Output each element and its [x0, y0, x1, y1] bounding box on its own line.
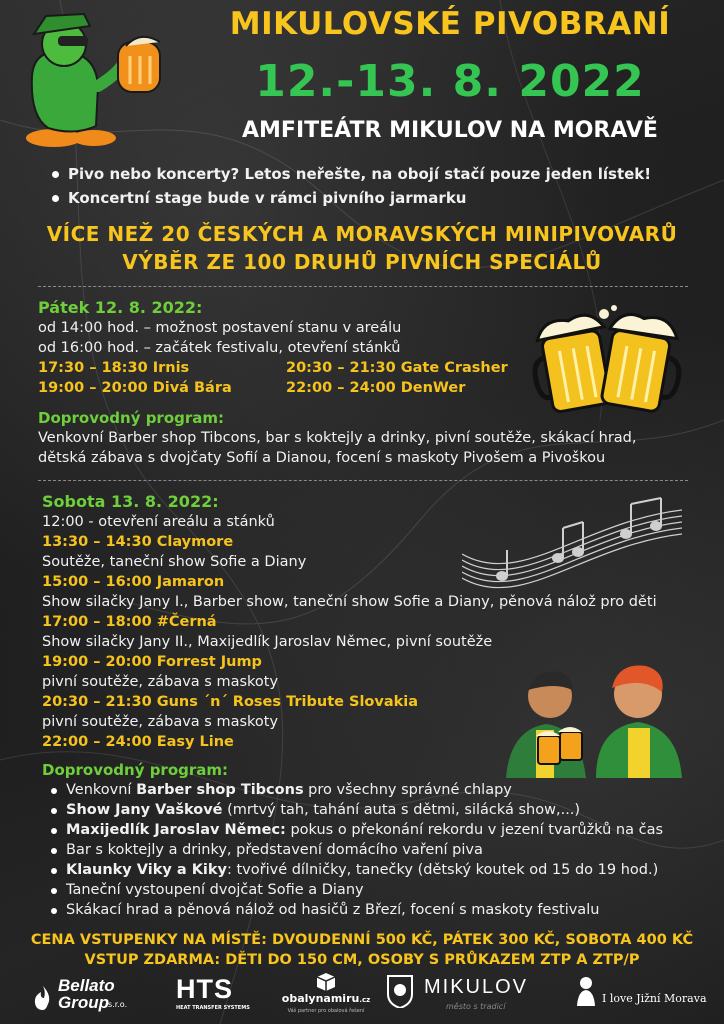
list-item: Taneční vystoupení dvojčat Sofie a Diany: [42, 880, 722, 900]
list-item: Pivo nebo koncerty? Letos neřešte, na obojí stačí pouze jeden lístek!: [50, 162, 710, 186]
coat-of-arms-icon: [386, 974, 414, 1008]
friday-heading: Pátek 12. 8. 2022:: [38, 298, 203, 317]
friday-act: 19:00 – 20:00 Divá Bára: [38, 380, 232, 396]
box-icon: [316, 972, 336, 992]
saturday-act-note: Soutěže, taneční show Sofie a Diany: [42, 554, 307, 570]
divider: [38, 480, 688, 481]
intro-list: [50, 162, 710, 210]
list-item: Skákací hrad a pěnová nálož od hasičů z Březí, focení s maskoty festivalu: [42, 900, 722, 920]
highlight-breweries: VÍCE NEŽ 20 ČESKÝCH A MORAVSKÝCH MINIPIVOVARŮ: [46, 222, 678, 246]
ticket-price: CENA VSTUPENKY NA MÍSTĚ: DVOUDENNÍ 500 KČ, PÁTEK 300 KČ, SOBOTA 400 KČ: [30, 932, 694, 948]
list-item: Show Jany Vaškové (mrtvý tah, tahání auta s dětmi, silácká show,...): [42, 800, 722, 820]
saturday-act-note: pivní soutěže, zábava s maskoty: [42, 714, 279, 730]
saturday-act-time: 19:00 – 20:00 Forrest Jump: [42, 654, 262, 670]
ilove-jizni-morava-logo: I love Jižní Morava: [574, 976, 716, 1016]
men-with-beer-illustration: [500, 656, 684, 778]
list-item: Venkovní Barber shop Tibcons pro všechny správné chlapy: [42, 780, 722, 800]
friday-act: 17:30 – 18:30 Irnis: [38, 360, 190, 376]
saturday-program-list: [42, 780, 722, 920]
saturday-opening: 12:00 - otevření areálu a stánků: [42, 514, 275, 530]
friday-act: 20:30 – 21:30 Gate Crasher: [286, 360, 508, 376]
list-item: Koncertní stage bude v rámci pivního jarmarku: [50, 186, 710, 210]
list-item: Bar s koktejly a drinky, představení domácího vaření piva: [42, 840, 722, 860]
saturday-act-time: 17:00 – 18:00 #Černá: [42, 614, 217, 630]
mikulov-logo: MIKULOV město s tradicí: [386, 972, 556, 1018]
highlight-specials: VÝBĚR ZE 100 DRUHŮ PIVNÍCH SPECIÁLŮ: [122, 250, 602, 274]
saturday-act-time: 13:30 – 14:30 Claymore: [42, 534, 234, 550]
friday-program-text: Venkovní Barber shop Tibcons, bar s koktejly a drinky, pivní soutěže, skákací hrad, dětská zábava s dvojčaty Sofií a Dianou, focení s maskoty Pivošem a Pivoškou: [38, 430, 637, 466]
saturday-heading: Sobota 13. 8. 2022:: [42, 492, 219, 511]
free-entry: VSTUP ZDARMA: DĚTI DO 150 CM, OSOBY S PRŮKAZEM ZTP A ZTP/P: [84, 952, 640, 968]
saturday-act-time: 15:00 – 16:00 Jamaron: [42, 574, 225, 590]
music-notes-illustration: [462, 492, 682, 592]
list-item: Klaunky Viky a Kiky: tvořivé dílničky, tanečky (dětský koutek od 15 do 19 hod.): [42, 860, 722, 880]
mascot-illustration: [14, 8, 172, 150]
obalynamiru-logo: obalynamiru.cz Váš partner pro obalová řešení: [266, 972, 386, 1016]
divider: [38, 286, 688, 287]
saturday-act-note: Show silačky Jany I., Barber show, taneční show Sofie a Diany, pěnová nálož pro děti: [42, 594, 657, 610]
event-title: MIKULOVSKÉ PIVOBRANÍ: [229, 6, 671, 42]
friday-program-heading: Doprovodný program:: [38, 409, 225, 427]
saturday-act-time: 20:30 – 21:30 Guns ´n´ Roses Tribute Slovakia: [42, 694, 419, 710]
saturday-act-note: Show silačky Jany II., Maxijedlík Jaroslav Němec, pivní soutěže: [42, 634, 493, 650]
event-dates: 12.-13. 8. 2022: [255, 56, 645, 107]
bellato-logo: Bellato Group s.r.o.: [32, 976, 156, 1014]
friday-act: 22:00 – 24:00 DenWer: [286, 380, 466, 396]
saturday-act-time: 22:00 – 24:00 Easy Line: [42, 734, 234, 750]
sponsors-bar: [26, 972, 716, 1018]
flame-icon: [32, 986, 54, 1010]
hts-logo: HTS HEAT TRANSFER SYSTEMS: [176, 974, 250, 1011]
event-venue: AMFITEÁTR MIKULOV NA MORAVĚ: [242, 118, 658, 143]
figure-icon: [574, 976, 598, 1006]
saturday-act-note: pivní soutěže, zábava s maskoty: [42, 674, 279, 690]
beer-mugs-illustration: [532, 304, 682, 416]
list-item: Maxijedlík Jaroslav Němec: pokus o překonání rekordu v jezení tvarůžků na čas: [42, 820, 722, 840]
saturday-program-heading: Doprovodný program:: [42, 761, 229, 779]
friday-line: od 14:00 hod. – možnost postavení stanu v areálu: [38, 320, 402, 336]
friday-line: od 16:00 hod. – začátek festivalu, otevření stánků: [38, 340, 401, 356]
